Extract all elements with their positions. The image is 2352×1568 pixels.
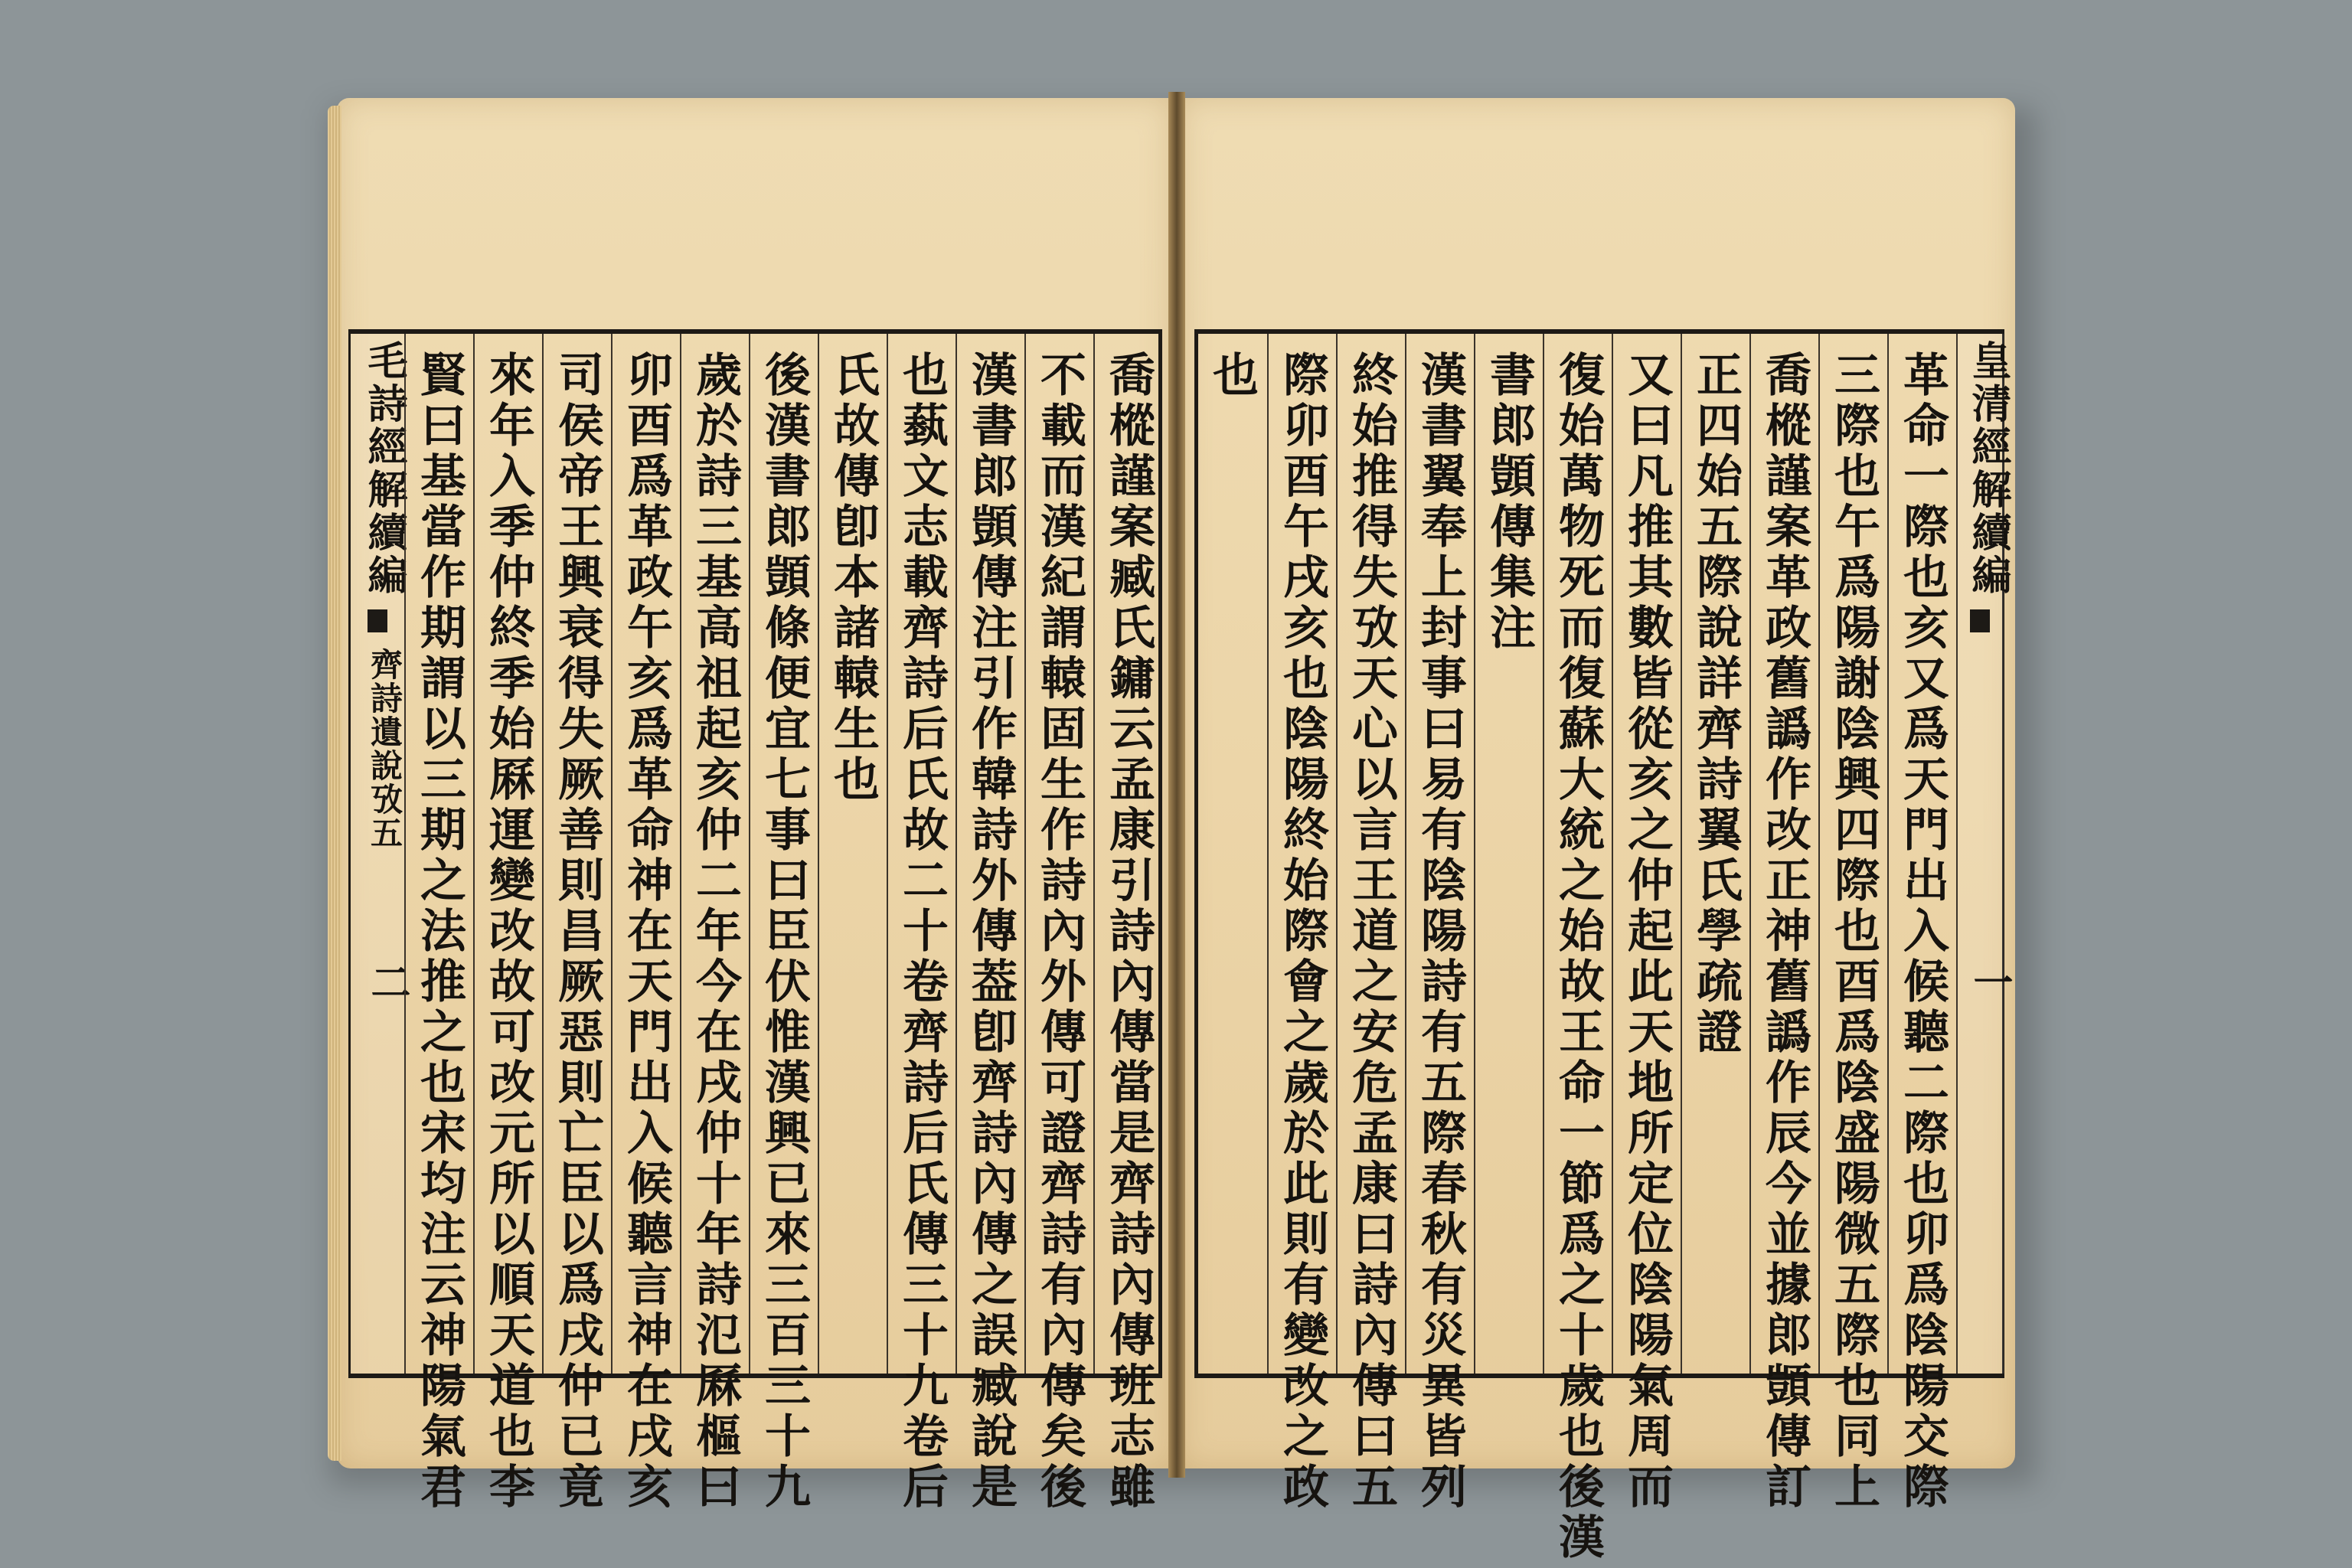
text-column bbox=[818, 334, 887, 1374]
column-text: 司侯帝王興衰得失厥善則昌厥惡則亡臣以爲戌仲已竟 bbox=[550, 351, 604, 1513]
column-text: 賢曰基當作期謂以三期之法推之也宋均注云神陽氣君 bbox=[413, 351, 466, 1513]
column-text: 終始推得失攷天心以言王道之安危孟康曰詩內傳曰五 bbox=[1344, 351, 1398, 1513]
text-column bbox=[611, 334, 680, 1513]
fishtail-mark bbox=[368, 609, 387, 632]
text-column bbox=[1612, 334, 1681, 1513]
text-column bbox=[956, 334, 1024, 1513]
column-text: 歲於詩三基高祖起亥仲二年今在戌仲十年詩氾厤樞曰 bbox=[688, 351, 742, 1513]
text-column bbox=[404, 334, 473, 1513]
column-text: 卯酉爲革政午亥爲革命神在天門出入候聽言神在戌亥 bbox=[619, 351, 673, 1513]
column-text: 正四始五際說詳齊詩翼氏學疏證 bbox=[1689, 351, 1743, 1058]
text-column bbox=[1336, 334, 1405, 1513]
text-column bbox=[1198, 334, 1267, 1374]
text-column bbox=[749, 334, 818, 1513]
text-column bbox=[1818, 334, 1887, 1513]
right-text-frame bbox=[1194, 329, 2013, 1563]
text-column bbox=[542, 334, 611, 1513]
column-text: 書郎顗傳集注 bbox=[1482, 351, 1536, 654]
column-text: 喬樅謹案革政舊譌作改正神舊譌作辰今並據郎顗傳訂 bbox=[1758, 351, 1811, 1513]
column-text: 後漢書郎顗條便宜七事曰臣伏惟漢興已來三百三十九 bbox=[757, 351, 811, 1513]
column-text: 又曰凡推其數皆從亥之仲起此天地所定位陰陽氣周而 bbox=[1620, 351, 1674, 1513]
column-text: 三際也午爲陽謝陰興四際也酉爲陰盛陽微五際也同上 bbox=[1827, 351, 1880, 1513]
text-column bbox=[1887, 334, 1956, 1513]
column-text: 際卯酉午戌亥也陰陽終始際會之歲於此則有變改之政 bbox=[1276, 351, 1329, 1513]
text-column bbox=[473, 334, 542, 1513]
text-column bbox=[887, 334, 956, 1513]
book-gutter bbox=[1168, 92, 1185, 1478]
column-text: 漢書郎顗傳注引作韓詩外傳葢卽齊詩內傳之誤臧說是 bbox=[964, 351, 1018, 1513]
text-column bbox=[1024, 334, 1093, 1513]
column-text: 喬樅謹案臧氏鏞云孟康引詩內傳當是齊詩內傳班志雖 bbox=[1102, 351, 1155, 1513]
text-column bbox=[1405, 334, 1474, 1513]
column-text: 不載而漢紀謂轅固生作詩內外傳可證齊詩有內傳矣後 bbox=[1033, 351, 1086, 1513]
text-column bbox=[1749, 334, 1818, 1513]
text-column bbox=[1267, 334, 1336, 1513]
text-column bbox=[1543, 334, 1612, 1563]
column-text: 氏故傳卽本諸轅生也 bbox=[826, 351, 880, 805]
column-text: 來年入季仲終季始厤運變改故可改元所以順天道也李 bbox=[482, 351, 535, 1513]
right-book-title: 皇清經解續編 bbox=[1965, 340, 2011, 597]
left-text-frame bbox=[348, 329, 1162, 1513]
column-text: 革命一際也亥又爲天門出入候聽二際也卯爲陰陽交際 bbox=[1896, 351, 1949, 1513]
column-text: 復始萬物死而復蘇大統之始故王命一節爲之十歲也後漢 bbox=[1551, 351, 1605, 1563]
column-text: 也蓺文志載齊詩后氏故二十卷齊詩后氏傳三十九卷后 bbox=[895, 351, 949, 1513]
column-text: 也 bbox=[1205, 351, 1259, 401]
column-text: 漢書翼奉上封事曰易有陰陽詩有五際春秋有災異皆列 bbox=[1413, 351, 1467, 1513]
text-column bbox=[1093, 334, 1158, 1513]
left-section-title: 齊詩遺說攷五 bbox=[366, 648, 403, 850]
text-column bbox=[1474, 334, 1543, 1374]
right-page-number: 一 bbox=[1966, 962, 2013, 1004]
left-heading-band bbox=[351, 334, 410, 1374]
fishtail-mark bbox=[1970, 609, 1990, 632]
text-column bbox=[680, 334, 749, 1513]
left-book-title: 毛詩經解續編 bbox=[361, 340, 407, 597]
right-heading-band bbox=[1956, 334, 2013, 1374]
text-column bbox=[1681, 334, 1749, 1374]
left-page-number: 二 bbox=[364, 962, 410, 1004]
